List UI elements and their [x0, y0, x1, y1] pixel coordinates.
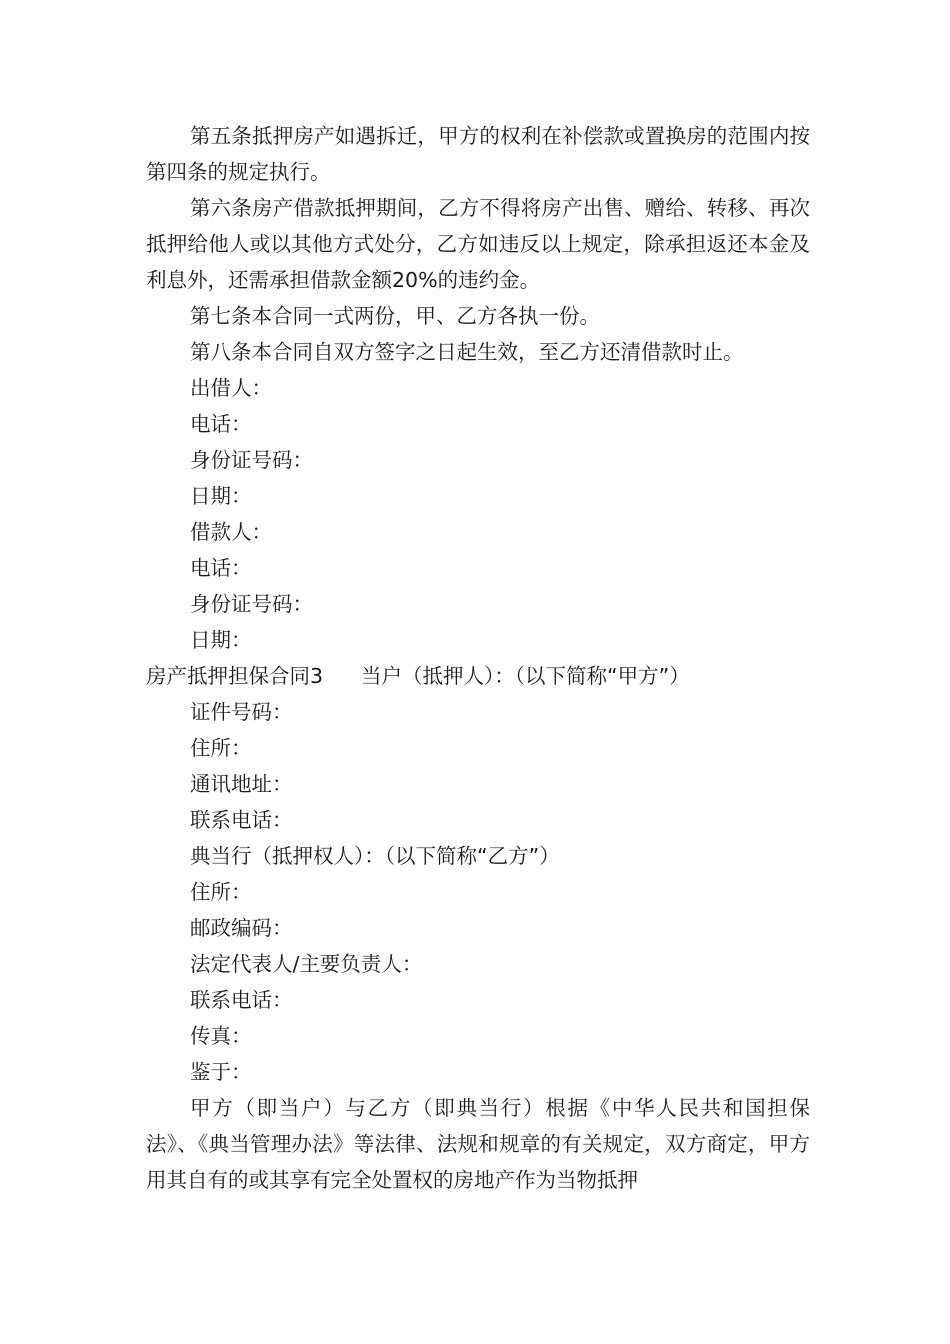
paragraph-article-7: 第七条本合同一式两份，甲、乙方各执一份。 [190, 304, 600, 328]
pawner-id-label: 证件号码： [190, 700, 293, 724]
pawnshop-representative-label: 法定代表人/主要负责人： [190, 952, 423, 976]
pawnshop-fax-label: 传真： [190, 1024, 252, 1048]
lender-date-label: 日期： [190, 484, 252, 508]
section-heading [146, 658, 810, 694]
paragraph-article-5: 第五条抵押房产如遇拆迁，甲方的权利在补偿款或置换房的范围内按第四条的规定执行。 [146, 124, 810, 184]
pawner-mailing-label: 通讯地址： [190, 772, 293, 796]
paragraph-article-6: 第六条房产借款抵押期间，乙方不得将房产出售、赠给、转移、再次抵押给他人或以其他方式处分，乙方如违反以上规定，除承担返还本金及利息外，还需承担借款金额20%的违约金。 [146, 196, 810, 292]
pawner-phone-label: 联系电话： [190, 808, 293, 832]
pawnshop-phone-label: 联系电话： [190, 988, 293, 1012]
borrower-id-label: 身份证号码： [190, 592, 313, 616]
recital-paragraph: 甲方（即当户）与乙方（即典当行）根据《中华人民共和国担保法》、《典当管理办法》等法律、法规和规章的有关规定，双方商定，甲方用其自有的或其享有完全处置权的房地产作为当物抵押 [146, 1096, 810, 1192]
borrower-label: 借款人： [190, 520, 272, 544]
borrower-date-label: 日期： [190, 628, 252, 652]
paragraph-article-8: 第八条本合同自双方签字之日起生效，至乙方还清借款时止。 [190, 340, 744, 364]
pawnshop-postcode-label: 邮政编码： [190, 916, 293, 940]
pawner-address-label: 住所： [190, 736, 252, 760]
pawnshop-address-label: 住所： [190, 880, 252, 904]
pawner-party-label: 当户（抵押人）：（以下简称“甲方”） [361, 664, 690, 688]
lender-label: 出借人： [190, 376, 272, 400]
lender-phone-label: 电话： [190, 412, 252, 436]
borrower-phone-label: 电话： [190, 556, 252, 580]
section-title: 房产抵押担保合同3 [146, 664, 324, 688]
pawnshop-party-label: 典当行（抵押权人）：（以下简称“乙方”） [190, 844, 560, 868]
whereas-label: 鉴于： [190, 1060, 252, 1084]
lender-id-label: 身份证号码： [190, 448, 313, 472]
document-body [146, 118, 810, 1198]
